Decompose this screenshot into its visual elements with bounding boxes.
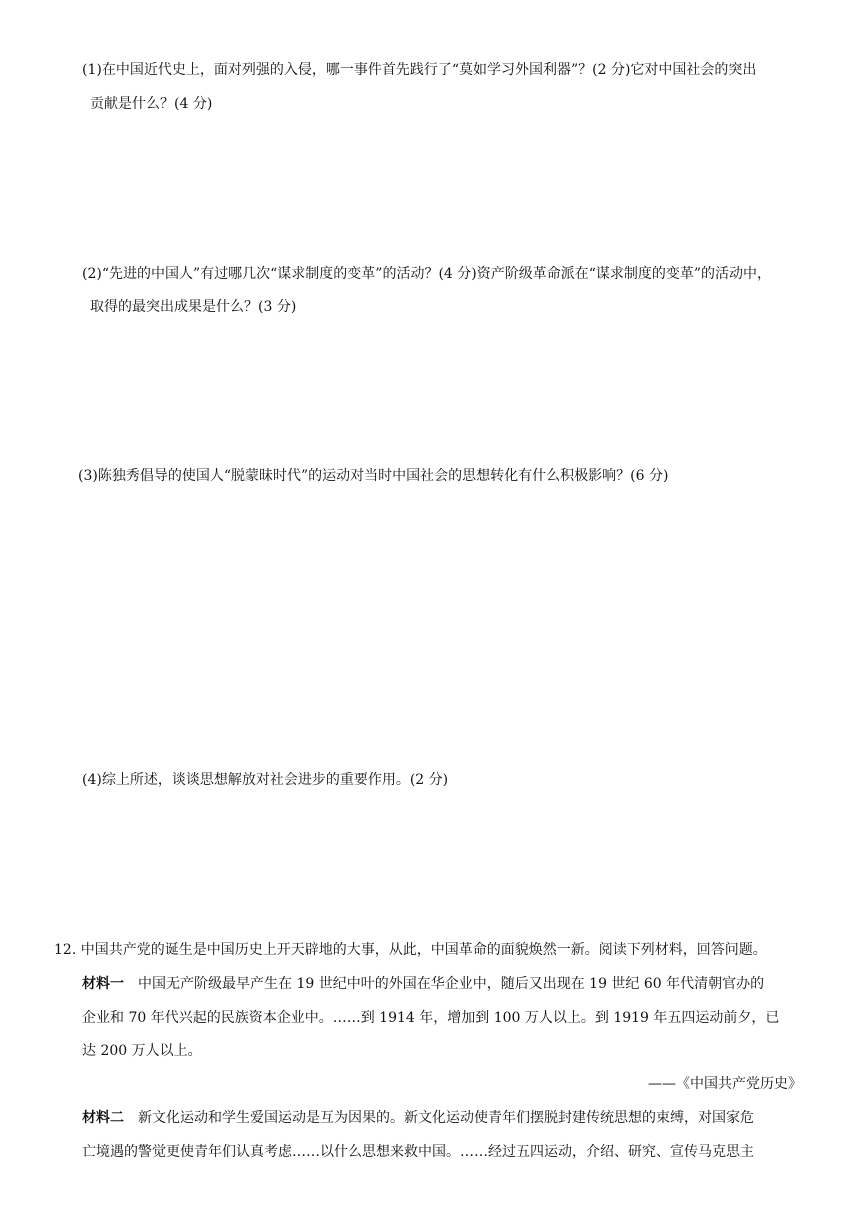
question-1-line-1: (1)在中国近代史上，面对列强的入侵，哪一事件首先践行了“莫如学习外国利器”？(2 分)它对中国社会的突出: [82, 62, 757, 78]
material-1-line-3: 达 200 万人以上。: [82, 1043, 202, 1059]
question-12-stem: 12. 中国共产党的诞生是中国历史上开天辟地的大事，从此，中国革命的面貌焕然一新。阅读下列材料，回答问题。: [54, 942, 767, 958]
question-1-line-2: 贡献是什么？(4 分): [90, 96, 213, 112]
question-4: (4)综上所述，谈谈思想解放对社会进步的重要作用。(2 分): [82, 772, 449, 788]
material-2-line-2: 亡境遇的警觉更使青年们认真考虑……以什么思想来救中国。……经过五四运动，介绍、研究、宣传马克思主: [82, 1144, 754, 1160]
material-1-label: 材料一: [82, 976, 124, 992]
question-2-line-2: 取得的最突出成果是什么？(3 分): [90, 299, 297, 315]
material-1-text-1: 中国无产阶级最早产生在 19 世纪中叶的外国在华企业中，随后又出现在 19 世纪 60 年代清朝官办的: [138, 976, 765, 992]
material-2-text-1: 新文化运动和学生爱国运动是互为因果的。新文化运动使青年们摆脱封建传统思想的束缚，对国家危: [138, 1110, 754, 1126]
material-2-line-1: [82, 1108, 754, 1128]
question-2-line-1: (2)“先进的中国人”有过哪几次“谋求制度的变革”的活动？(4 分)资产阶级革命派在“谋求制度的变革”的活动中，: [82, 266, 772, 282]
material-1-source: ——《中国共产党历史》: [648, 1076, 802, 1092]
question-3: (3)陈独秀倡导的使国人“脱蒙昧时代”的运动对当时中国社会的思想转化有什么积极影响？(6 分): [78, 468, 669, 484]
material-1-line-1: [82, 974, 764, 994]
material-2-label: 材料二: [82, 1110, 124, 1126]
material-1-line-2: 企业和 70 年代兴起的民族资本企业中。……到 1914 年，增加到 100 万人以上。到 1919 年五四运动前夕，已: [82, 1010, 780, 1026]
